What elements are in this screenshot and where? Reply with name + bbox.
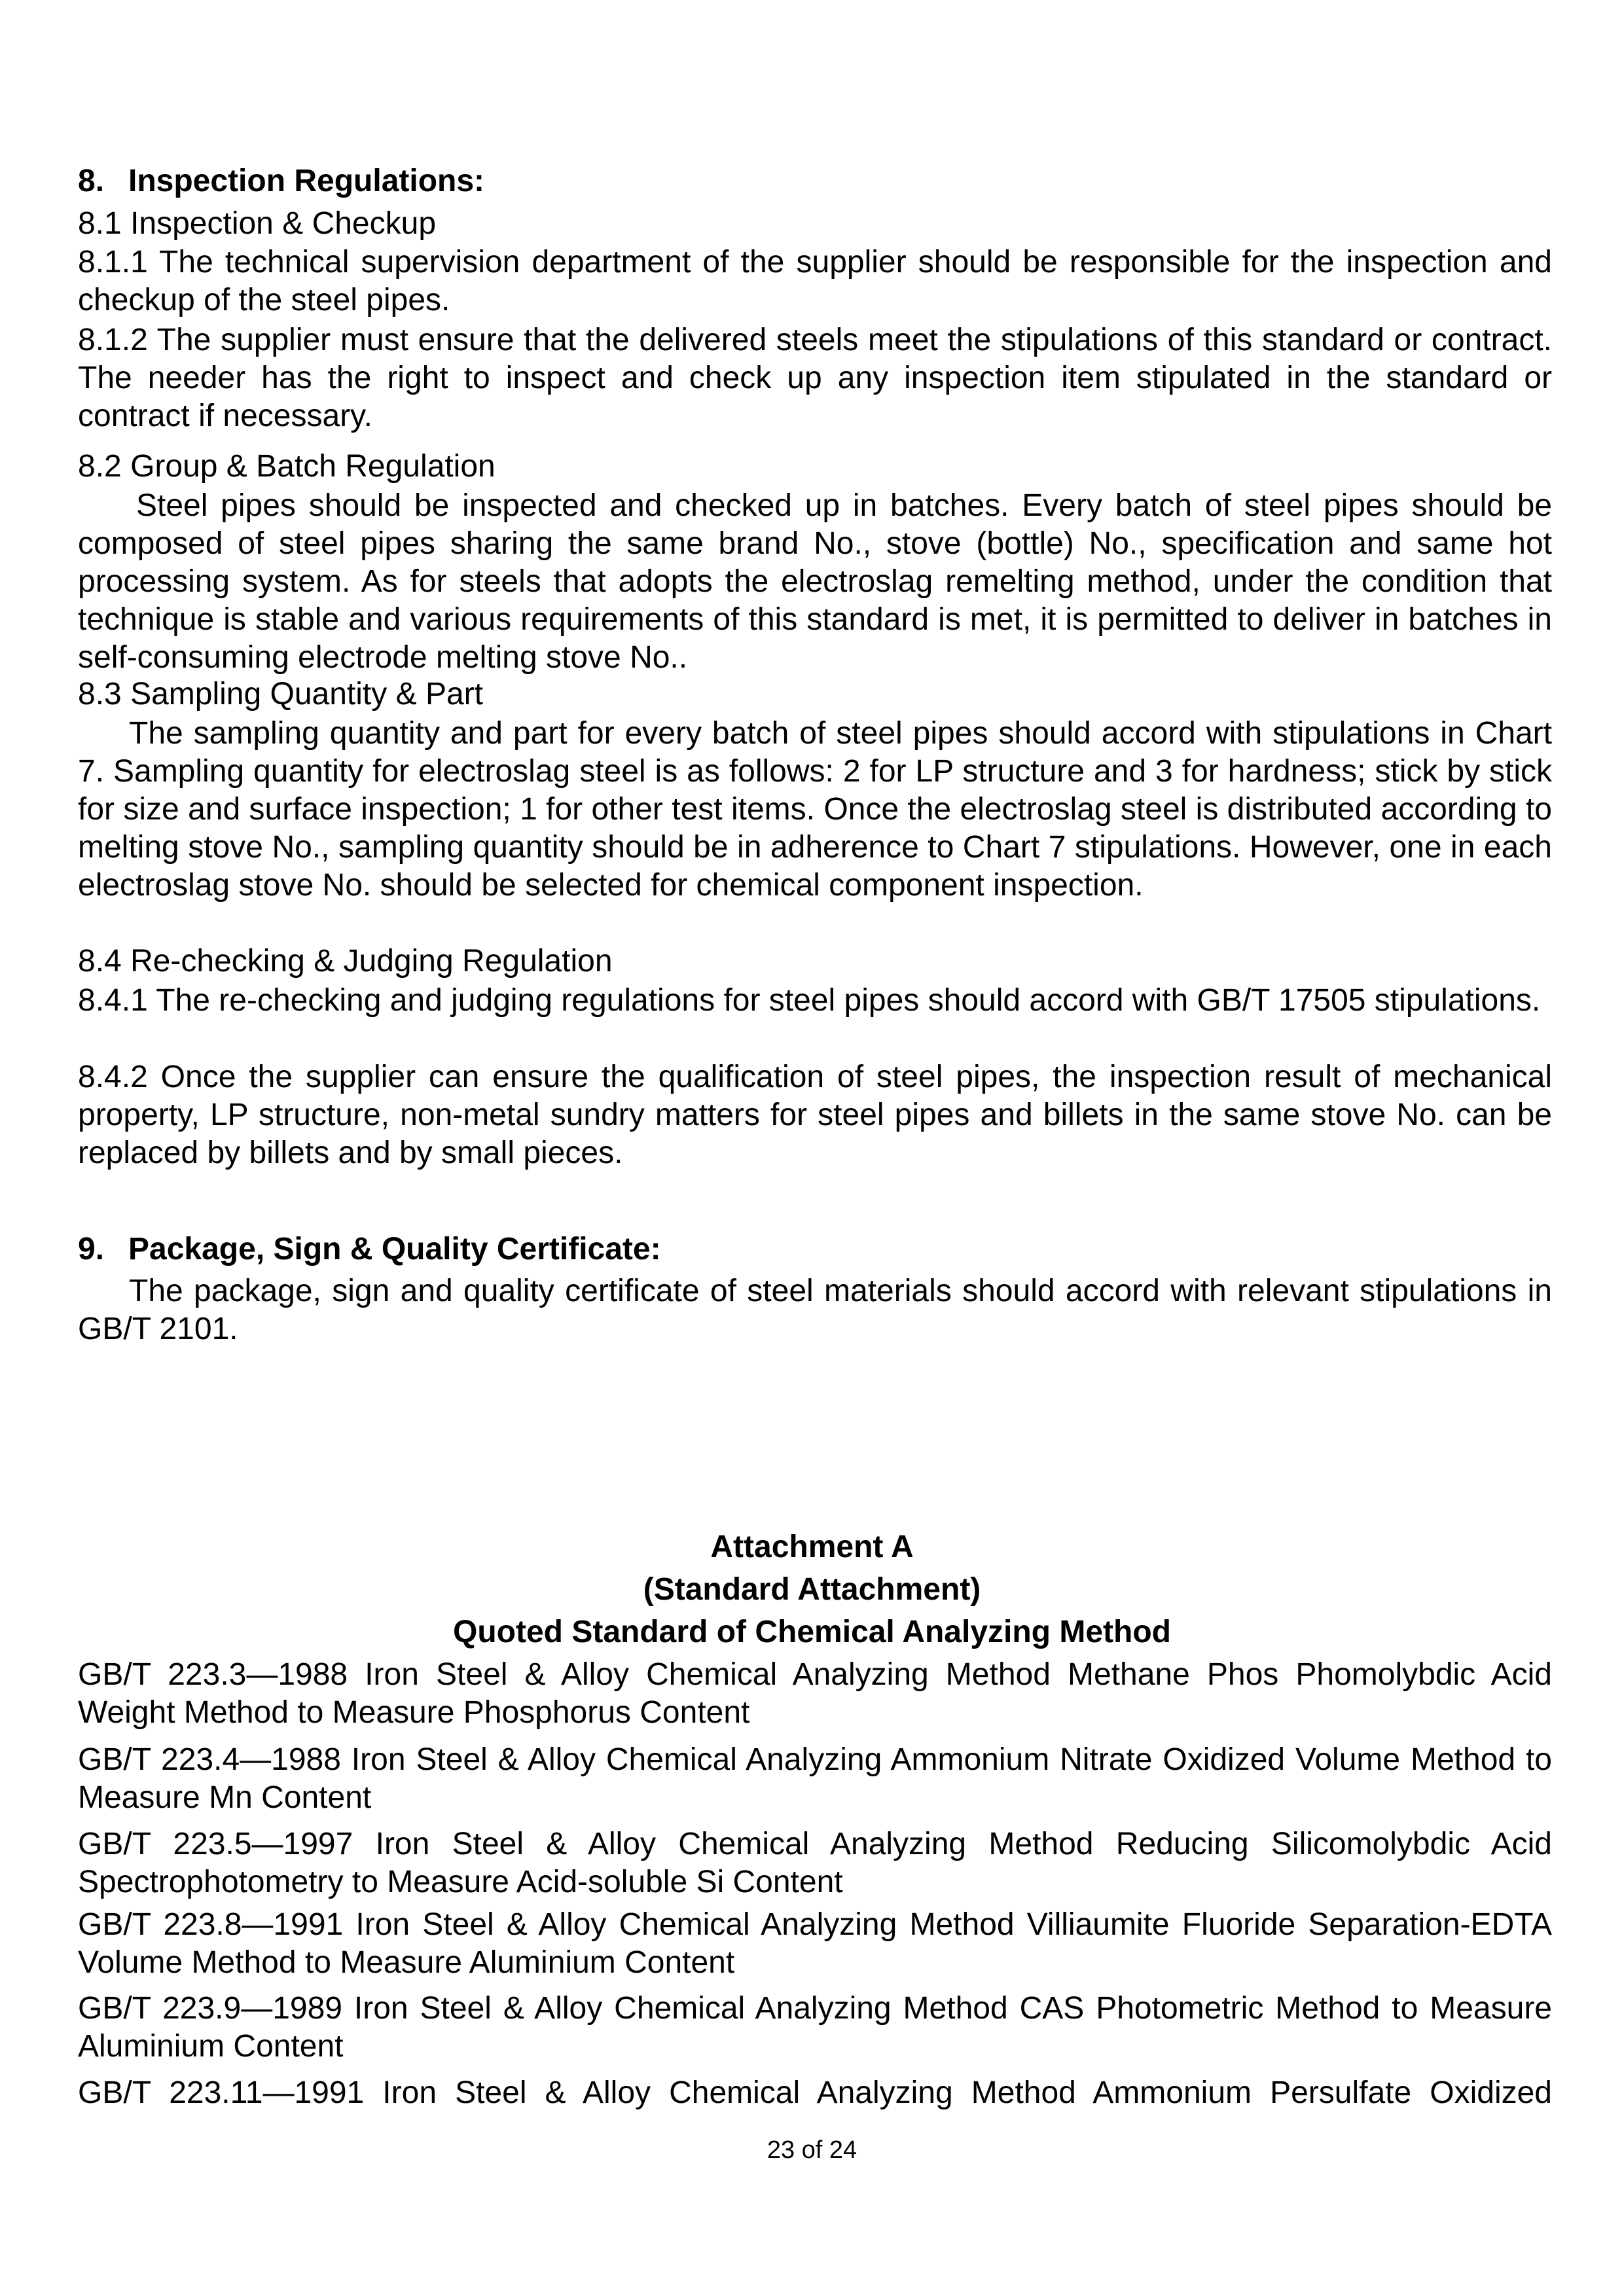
section-8-2-title: 8.2 Group & Batch Regulation bbox=[78, 449, 496, 484]
section-8-1-1: 8.1.1 The technical supervision department of the supplier should be responsible for the inspection and checkup of the steel pipes. bbox=[78, 245, 1552, 317]
section-9-title: Package, Sign & Quality Certificate: bbox=[128, 1232, 661, 1266]
attachment-subtitle: (Standard Attachment) bbox=[643, 1572, 981, 1607]
standard-item: GB/T 223.11—1991 Iron Steel & Alloy Chemical Analyzing Method Ammonium Persulfate Oxidized bbox=[78, 2075, 1552, 2110]
section-8-number: 8. bbox=[78, 164, 105, 198]
attachment-title: Attachment A bbox=[710, 1530, 914, 1564]
standard-item: GB/T 223.4—1988 Iron Steel & Alloy Chemical Analyzing Ammonium Nitrate Oxidized Volume Method to Measure Mn Content bbox=[78, 1742, 1552, 1815]
section-8-title: Inspection Regulations: bbox=[128, 164, 485, 198]
standard-item: GB/T 223.8—1991 Iron Steel & Alloy Chemical Analyzing Method Villiaumite Fluoride Separation-EDTA Volume Method to Measure Aluminium Content bbox=[78, 1907, 1552, 1980]
section-8-heading bbox=[78, 162, 484, 200]
section-8-1-title: 8.1 Inspection & Checkup bbox=[78, 206, 437, 241]
section-8-3-title: 8.3 Sampling Quantity & Part bbox=[78, 677, 483, 711]
section-8-3-body: The sampling quantity and part for every batch of steel pipes should accord with stipulations in Chart 7. Sampling quantity for electroslag steel is as follows: 2 for LP structure and 3 for hardness; stick by stick for size and surface inspection; 1 for other test items. Once the electroslag steel is distributed according to melting stove No., sampling quantity should be in adherence to Chart 7 stipulations. However, one in each electroslag stove No. should be selected for chemical component inspection. bbox=[78, 716, 1552, 903]
section-8-1-2: 8.1.2 The supplier must ensure that the delivered steels meet the stipulations of this standard or contract. The needer has the right to inspect and check up any inspection item stipulated in the standard or contract if necessary. bbox=[78, 323, 1552, 433]
section-9-body: The package, sign and quality certificate of steel materials should accord with relevant stipulations in GB/T 2101. bbox=[78, 1274, 1552, 1346]
section-8-4-title: 8.4 Re-checking & Judging Regulation bbox=[78, 944, 613, 978]
section-9-number: 9. bbox=[78, 1232, 105, 1266]
attachment-heading: Quoted Standard of Chemical Analyzing Method bbox=[453, 1615, 1171, 1649]
section-8-4-1: 8.4.1 The re-checking and judging regulations for steel pipes should accord with GB/T 17505 stipulations. bbox=[78, 983, 1541, 1018]
section-9-heading bbox=[78, 1230, 661, 1268]
section-8-2-body: Steel pipes should be inspected and checked up in batches. Every batch of steel pipes should be composed of steel pipes sharing the same brand No., stove (bottle) No., specification and same hot processing system. As for steels that adopts the electroslag remelting method, under the condition that technique is stable and various requirements of this standard is met, it is permitted to deliver in batches in self-consuming electrode melting stove No.. bbox=[78, 488, 1552, 675]
standard-item: GB/T 223.3—1988 Iron Steel & Alloy Chemical Analyzing Method Methane Phos Phomolybdic Acid Weight Method to Measure Phosphorus Content bbox=[78, 1657, 1552, 1730]
standard-item: GB/T 223.5—1997 Iron Steel & Alloy Chemical Analyzing Method Reducing Silicomolybdic Acid Spectrophotometry to Measure Acid-soluble Si Content bbox=[78, 1827, 1552, 1899]
standard-item: GB/T 223.9—1989 Iron Steel & Alloy Chemical Analyzing Method CAS Photometric Method to Measure Aluminium Content bbox=[78, 1991, 1552, 2064]
page-number: 23 of 24 bbox=[767, 2136, 857, 2164]
section-8-4-2: 8.4.2 Once the supplier can ensure the qualification of steel pipes, the inspection result of mechanical property, LP structure, non-metal sundry matters for steel pipes and billets in the same stove No. can be replaced by billets and by small pieces. bbox=[78, 1060, 1552, 1170]
